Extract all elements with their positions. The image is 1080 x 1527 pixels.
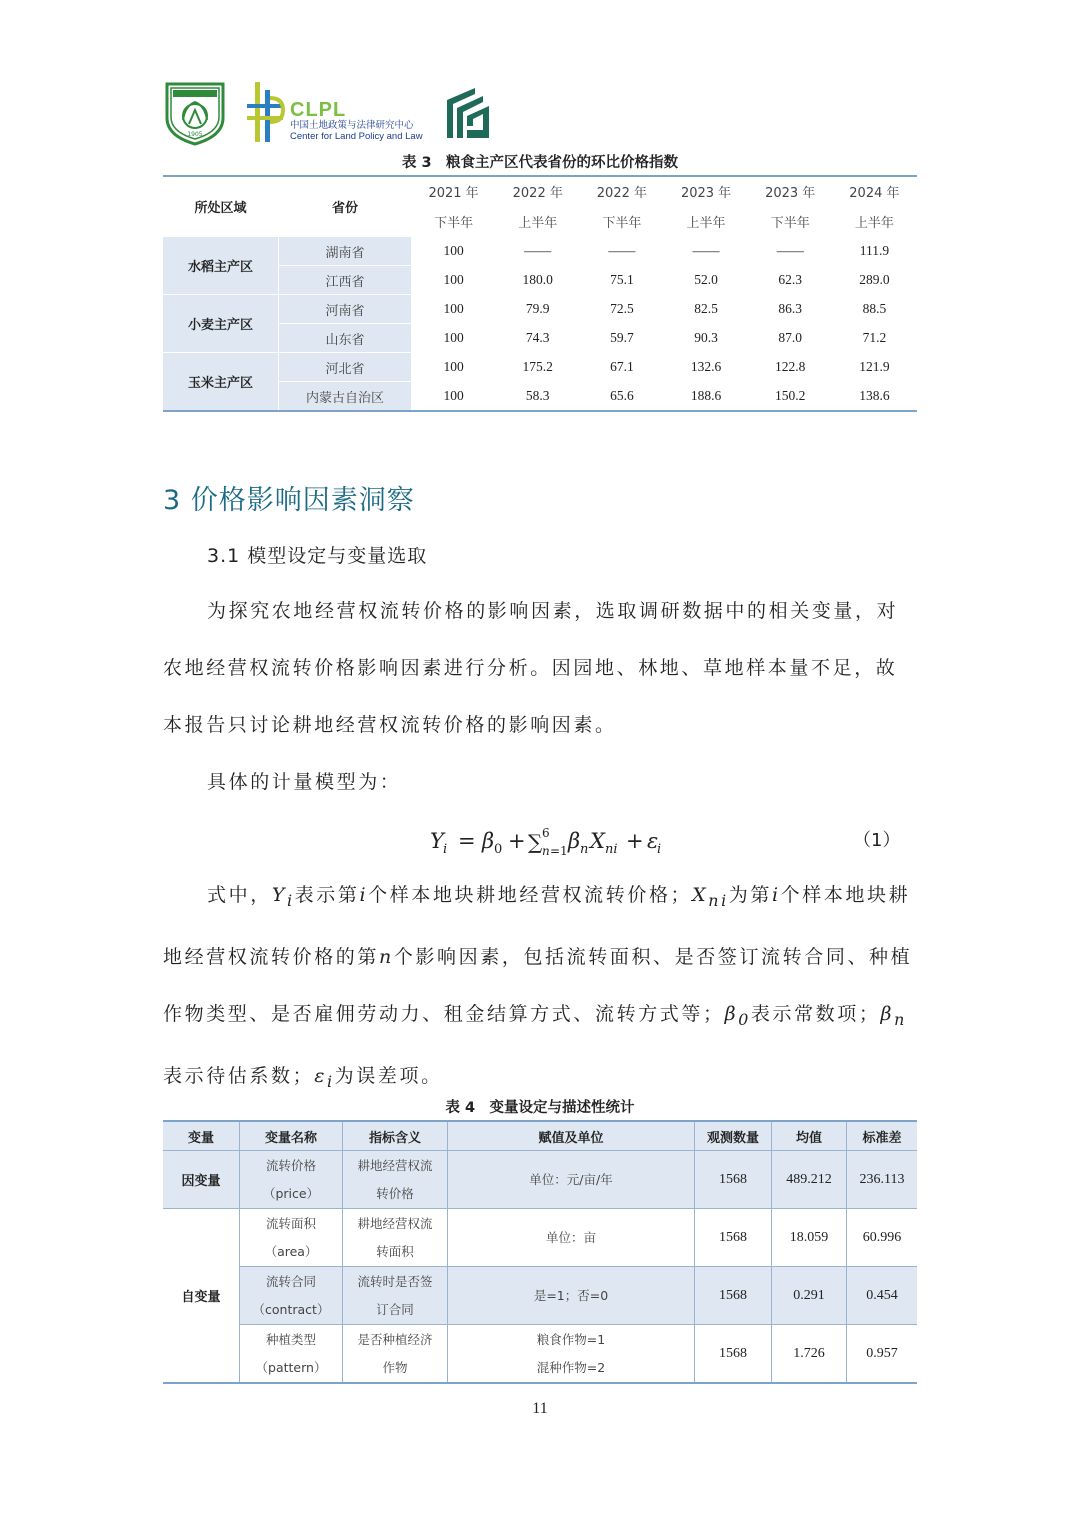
- table3-value-cell: 150.2: [748, 382, 832, 412]
- table3-province-cell: 河北省: [279, 353, 412, 382]
- page-number: 11: [532, 1400, 548, 1417]
- table4-mean: 1.726: [772, 1325, 847, 1384]
- university-seal-logo: [163, 80, 227, 146]
- clpl-name: CLPL: [290, 99, 347, 121]
- svg-text:+: +: [626, 829, 644, 853]
- clpl-mark-logo: [245, 80, 287, 146]
- table3-value-cell: 100: [412, 382, 496, 412]
- table3-value-cell: 62.3: [748, 266, 832, 295]
- table3-header-year: 2021 年: [412, 176, 496, 207]
- table4-variable-name-line: 种植类型: [265, 1331, 316, 1347]
- table3-header-province: 省份: [279, 176, 412, 237]
- svg-text:i: i: [657, 842, 662, 857]
- table3-value-cell: 87.0: [748, 324, 832, 353]
- table3-header-half: 上半年: [496, 207, 580, 237]
- building-logo: [445, 84, 491, 140]
- svg-text:β: β: [482, 829, 495, 853]
- table4-caption: 表 4 变量设定与描述性统计: [445, 1100, 635, 1116]
- table4-unit: 单位：元/亩/年: [448, 1151, 695, 1209]
- paragraph-explanation: 式中，$Y_i$表示第i个样本地块耕地经营权流转价格；$X_{ni}$为第i个样本地块耕地经营权流转价格的第n个影响因素，包括流转面积、是否签订流转合同、种植作物类型、是否雇佣劳动力、租金结算方式、流转方式等；$\beta_0$表示常数项；$\beta_n$表示待估系数；$\varepsilon_i$为误差项。: [163, 884, 913, 1091]
- svg-text:=: =: [458, 829, 476, 853]
- table3-value-cell: 138.6: [832, 382, 916, 412]
- svg-text:β: β: [568, 829, 581, 853]
- table3-province-cell: 江西省: [279, 266, 412, 295]
- paragraph-intro: 为探究农地经营权流转价格的影响因素，选取调研数据中的相关变量，对农地经营权流转价格影响因素进行分析。因园地、林地、草地样本量不足，故本报告只讨论耕地经营权流转价格的影响因素。: [163, 600, 899, 736]
- table3-value-cell: 100: [412, 324, 496, 353]
- table4-meaning-line: 流转时是否签: [357, 1273, 433, 1289]
- table3-value-cell: 132.6: [664, 353, 748, 382]
- table4-mean: 18.059: [772, 1209, 847, 1267]
- table3-header-half: 下半年: [412, 207, 496, 237]
- table3-value-cell: ——: [748, 237, 832, 266]
- table4-variable-name-line: （contract）: [252, 1301, 330, 1317]
- table4-sd: 236.113: [847, 1151, 918, 1209]
- clpl-cn: 中国土地政策与法律研究中心: [290, 120, 414, 131]
- table3-caption: 表 3 粮食主产区代表省份的环比价格指数: [401, 155, 679, 171]
- table4-meaning-line: 转面积: [376, 1243, 414, 1259]
- table4-header-cell: 变量: [163, 1121, 240, 1151]
- svg-text:ni: ni: [605, 842, 618, 857]
- svg-text:n: n: [580, 842, 589, 857]
- regression-formula: [430, 822, 680, 867]
- table4-header-cell: 变量名称: [240, 1121, 343, 1151]
- svg-text:∑: ∑: [528, 830, 543, 854]
- table4-unit: 单位：亩: [448, 1209, 695, 1267]
- subsection-title: 3.1 模型设定与变量选取: [207, 545, 428, 567]
- table3-value-cell: 289.0: [832, 266, 916, 295]
- table4-sd: 60.996: [847, 1209, 918, 1267]
- table3-value-cell: 188.6: [664, 382, 748, 412]
- table4-meaning: [343, 1267, 448, 1325]
- table3-value-cell: 75.1: [580, 266, 664, 295]
- table4-variable-name-line: （area）: [264, 1243, 318, 1259]
- table3-value-cell: 100: [412, 237, 496, 266]
- table4-variable-name: [240, 1209, 343, 1267]
- table4-meaning-line: 转价格: [376, 1185, 414, 1201]
- table4-header-cell: 赋值及单位: [448, 1121, 695, 1151]
- table3-header-half: 下半年: [580, 207, 664, 237]
- table3-header-year: 2023 年: [664, 176, 748, 207]
- table3-region-cell: 小麦主产区: [163, 295, 279, 353]
- table4-unit: 是=1；否=0: [448, 1267, 695, 1325]
- section-title: 3 价格影响因素洞察: [163, 485, 415, 516]
- table3-value-cell: 74.3: [496, 324, 580, 353]
- table3-value-cell: 88.5: [832, 295, 916, 324]
- table4-meaning-line: 是否种植经济: [357, 1331, 433, 1347]
- table3-header-half: 上半年: [832, 207, 916, 237]
- table3-value-cell: 72.5: [580, 295, 664, 324]
- svg-text:+: +: [508, 829, 526, 853]
- table3-value-cell: ——: [496, 237, 580, 266]
- table4-meaning: [343, 1325, 448, 1384]
- table3-province-cell: 河南省: [279, 295, 412, 324]
- table4-meaning-line: 作物: [382, 1359, 408, 1375]
- equation-number: （1）: [853, 830, 901, 851]
- table4-mean: 489.212: [772, 1151, 847, 1209]
- table4-header-cell: 标准差: [847, 1121, 918, 1151]
- table4-meaning-line: 订合同: [376, 1301, 414, 1317]
- table3-header-half: 上半年: [664, 207, 748, 237]
- svg-text:0: 0: [494, 842, 503, 857]
- table3-value-cell: 65.6: [580, 382, 664, 412]
- svg-text:1905: 1905: [187, 131, 203, 138]
- table3-value-cell: ——: [580, 237, 664, 266]
- table3-header-half: 下半年: [748, 207, 832, 237]
- table3-value-cell: 180.0: [496, 266, 580, 295]
- table3-header-region: 所处区域: [163, 176, 279, 237]
- table3-value-cell: 59.7: [580, 324, 664, 353]
- table3-header-year: 2023 年: [748, 176, 832, 207]
- svg-text:=1: =1: [550, 844, 568, 858]
- table3-value-cell: 122.8: [748, 353, 832, 382]
- table4-variable-name-line: 流转面积: [265, 1215, 316, 1231]
- table4-variable-name: [240, 1325, 343, 1384]
- table3-province-cell: 内蒙古自治区: [279, 382, 412, 412]
- table4-header-cell: 均值: [772, 1121, 847, 1151]
- table3-header-year: 2022 年: [580, 176, 664, 207]
- table4-sd: 0.957: [847, 1325, 918, 1384]
- table3-value-cell: 100: [412, 266, 496, 295]
- table4-meaning-line: 耕地经营权流: [357, 1157, 433, 1173]
- svg-text:n: n: [542, 844, 550, 858]
- table3-value-cell: 82.5: [664, 295, 748, 324]
- table3-value-cell: 86.3: [748, 295, 832, 324]
- table4-unit-line: 粮食作物=1: [536, 1331, 606, 1347]
- table4-count: 1568: [695, 1325, 772, 1384]
- table4-header-cell: 观测数量: [695, 1121, 772, 1151]
- table3-value-cell: 71.2: [832, 324, 916, 353]
- table4-variable-name-line: （pattern）: [255, 1359, 327, 1375]
- table4-independent-label: 自变量: [163, 1209, 240, 1384]
- table3-value-cell: 121.9: [832, 353, 916, 382]
- svg-text:i: i: [443, 842, 448, 857]
- table3-province-cell: 山东省: [279, 324, 412, 353]
- table4-header-cell: 指标含义: [343, 1121, 448, 1151]
- table4-meaning: [343, 1209, 448, 1267]
- paragraph-model-intro: 具体的计量模型为：: [207, 771, 402, 793]
- table3: [163, 175, 917, 412]
- table3-province-cell: 湖南省: [279, 237, 412, 266]
- svg-text:Y: Y: [430, 829, 444, 853]
- table4-dependent-label: 因变量: [163, 1151, 240, 1209]
- table3-value-cell: 52.0: [664, 266, 748, 295]
- table4-meaning-line: 耕地经营权流: [357, 1215, 433, 1231]
- table4-unit: [448, 1325, 695, 1384]
- table4: [163, 1120, 917, 1384]
- svg-text:ε: ε: [647, 829, 659, 853]
- table3-value-cell: 100: [412, 295, 496, 324]
- table3-value-cell: 111.9: [832, 237, 916, 266]
- table3-value-cell: ——: [664, 237, 748, 266]
- svg-text:6: 6: [542, 826, 550, 840]
- table4-variable-name: [240, 1267, 343, 1325]
- table3-value-cell: 58.3: [496, 382, 580, 412]
- svg-text:X: X: [590, 829, 605, 853]
- table4-variable-name-line: （price）: [262, 1185, 320, 1201]
- table3-region-cell: 玉米主产区: [163, 353, 279, 412]
- clpl-wordmark: [290, 100, 423, 142]
- table3-value-cell: 100: [412, 353, 496, 382]
- table4-count: 1568: [695, 1209, 772, 1267]
- table4-meaning: [343, 1151, 448, 1209]
- table4-count: 1568: [695, 1267, 772, 1325]
- table4-variable-name: [240, 1151, 343, 1209]
- table3-region-cell: 水稻主产区: [163, 237, 279, 295]
- table3-value-cell: 67.1: [580, 353, 664, 382]
- table3-value-cell: 90.3: [664, 324, 748, 353]
- table4-unit-line: 混种作物=2: [536, 1359, 606, 1375]
- table3-value-cell: 79.9: [496, 295, 580, 324]
- table4-variable-name-line: 流转价格: [265, 1157, 316, 1173]
- table4-sd: 0.454: [847, 1267, 918, 1325]
- table3-header-year: 2022 年: [496, 176, 580, 207]
- clpl-en: Center for Land Policy and Law: [290, 131, 423, 142]
- table3-header-year: 2024 年: [832, 176, 916, 207]
- table4-mean: 0.291: [772, 1267, 847, 1325]
- table4-count: 1568: [695, 1151, 772, 1209]
- table4-variable-name-line: 流转合同: [265, 1273, 316, 1289]
- table3-value-cell: 175.2: [496, 353, 580, 382]
